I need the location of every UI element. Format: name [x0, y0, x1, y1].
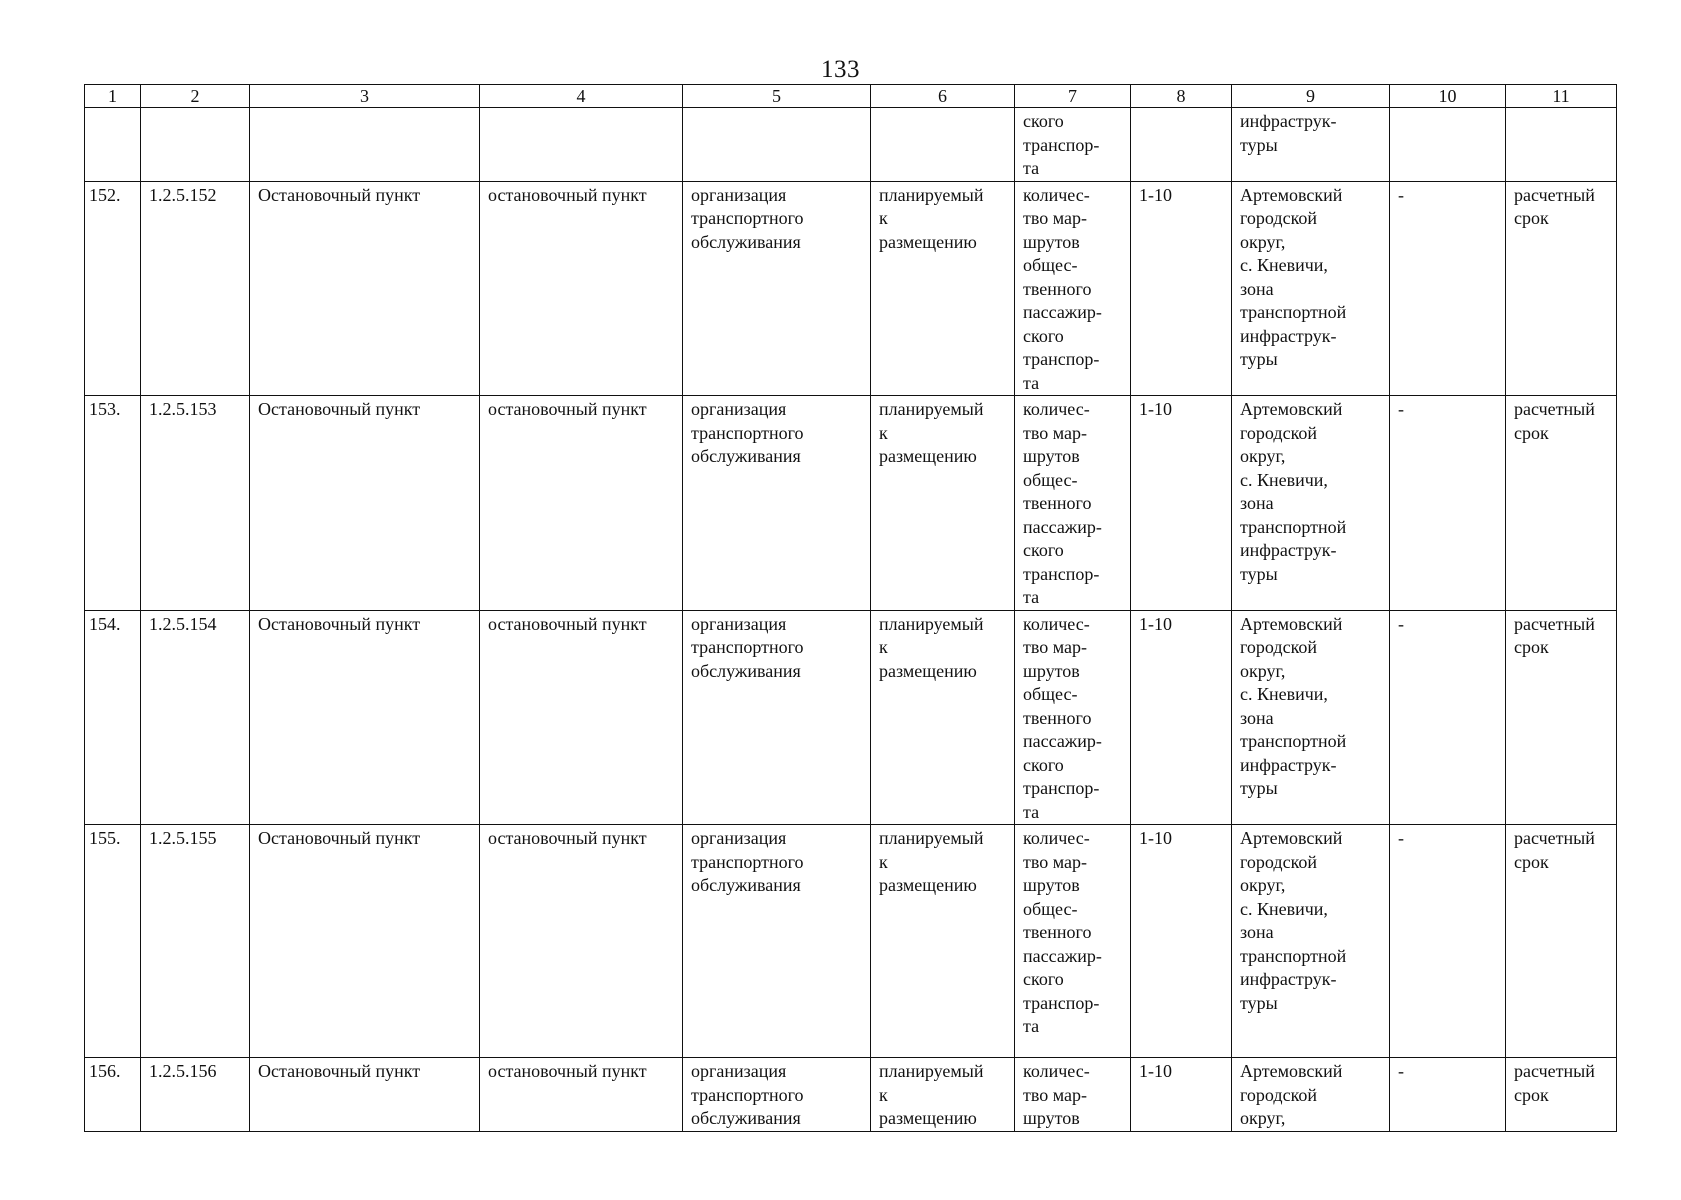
column-header: 4	[480, 85, 683, 108]
cell-status: планируемый к размещению	[871, 610, 1015, 825]
cell-characteristic: количес- тво мар- шрутов общес- твенного пассажир- ского транспор- та	[1015, 825, 1131, 1058]
cell-type	[480, 108, 683, 182]
objects-table	[84, 84, 1617, 1132]
cell-status: планируемый к размещению	[871, 825, 1015, 1058]
cell-name: Остановочный пункт	[250, 181, 480, 396]
cell-status: планируемый к размещению	[871, 396, 1015, 611]
cell-code: 1.2.5.154	[141, 610, 250, 825]
cell-value: 1-10	[1131, 396, 1232, 611]
cell-name: Остановочный пункт	[250, 825, 480, 1058]
cell-name	[250, 108, 480, 182]
cell-location: Артемовский городской округ, с. Кневичи, зона транспортной инфраструк- туры	[1232, 181, 1390, 396]
cell-value: 1-10	[1131, 181, 1232, 396]
cell-code: 1.2.5.153	[141, 396, 250, 611]
cell-purpose: организация транспортного обслуживания	[683, 610, 871, 825]
cell-index: 155.	[85, 825, 141, 1058]
cell-zone: -	[1390, 396, 1506, 611]
column-header: 11	[1506, 85, 1617, 108]
cell-code	[141, 108, 250, 182]
cell-zone: -	[1390, 181, 1506, 396]
table-row	[85, 181, 1617, 396]
column-header: 7	[1015, 85, 1131, 108]
cell-purpose: организация транспортного обслуживания	[683, 181, 871, 396]
cell-type: остановочный пункт	[480, 1058, 683, 1132]
cell-value: 1-10	[1131, 825, 1232, 1058]
cell-purpose: организация транспортного обслуживания	[683, 396, 871, 611]
column-header: 5	[683, 85, 871, 108]
cell-code: 1.2.5.155	[141, 825, 250, 1058]
table-row	[85, 396, 1617, 611]
page-number: 133	[821, 56, 860, 83]
cell-status: планируемый к размещению	[871, 1058, 1015, 1132]
table-row	[85, 610, 1617, 825]
cell-name: Остановочный пункт	[250, 610, 480, 825]
cell-term: расчетный срок	[1506, 825, 1617, 1058]
cell-code: 1.2.5.156	[141, 1058, 250, 1132]
cell-name: Остановочный пункт	[250, 396, 480, 611]
cell-type: остановочный пункт	[480, 610, 683, 825]
cell-index: 156.	[85, 1058, 141, 1132]
cell-location: Артемовский городской округ, с. Кневичи, зона транспортной инфраструк- туры	[1232, 825, 1390, 1058]
cell-term: расчетный срок	[1506, 181, 1617, 396]
cell-status: планируемый к размещению	[871, 181, 1015, 396]
cell-term	[1506, 108, 1617, 182]
cell-purpose	[683, 108, 871, 182]
cell-zone: -	[1390, 825, 1506, 1058]
table-row	[85, 1058, 1617, 1132]
cell-code: 1.2.5.152	[141, 181, 250, 396]
cell-index: 154.	[85, 610, 141, 825]
table-row	[85, 825, 1617, 1058]
cell-type: остановочный пункт	[480, 396, 683, 611]
cell-status	[871, 108, 1015, 182]
cell-characteristic: ского транспор- та	[1015, 108, 1131, 182]
column-header: 6	[871, 85, 1015, 108]
cell-type: остановочный пункт	[480, 825, 683, 1058]
cell-value: 1-10	[1131, 1058, 1232, 1132]
cell-value: 1-10	[1131, 610, 1232, 825]
continuation-row	[85, 108, 1617, 182]
cell-zone: -	[1390, 1058, 1506, 1132]
cell-purpose: организация транспортного обслуживания	[683, 825, 871, 1058]
cell-name: Остановочный пункт	[250, 1058, 480, 1132]
cell-index: 153.	[85, 396, 141, 611]
cell-value	[1131, 108, 1232, 182]
cell-characteristic: количес- тво мар- шрутов общес- твенного пассажир- ского транспор- та	[1015, 396, 1131, 611]
cell-term: расчетный срок	[1506, 396, 1617, 611]
column-header: 3	[250, 85, 480, 108]
cell-index: 152.	[85, 181, 141, 396]
column-header: 2	[141, 85, 250, 108]
cell-type: остановочный пункт	[480, 181, 683, 396]
cell-purpose: организация транспортного обслуживания	[683, 1058, 871, 1132]
cell-location: Артемовский городской округ, с. Кневичи, зона транспортной инфраструк- туры	[1232, 396, 1390, 611]
cell-index	[85, 108, 141, 182]
cell-characteristic: количес- тво мар- шрутов общес- твенного пассажир- ского транспор- та	[1015, 181, 1131, 396]
cell-characteristic: количес- тво мар- шрутов общес- твенного пассажир- ского транспор- та	[1015, 610, 1131, 825]
cell-location: Артемовский городской округ, с. Кневичи, зона транспортной инфраструк- туры	[1232, 610, 1390, 825]
column-header: 8	[1131, 85, 1232, 108]
column-header: 1	[85, 85, 141, 108]
cell-zone: -	[1390, 610, 1506, 825]
cell-term: расчетный срок	[1506, 1058, 1617, 1132]
column-header: 10	[1390, 85, 1506, 108]
column-number-row	[85, 85, 1617, 108]
cell-term: расчетный срок	[1506, 610, 1617, 825]
column-header: 9	[1232, 85, 1390, 108]
cell-location: инфраструк- туры	[1232, 108, 1390, 182]
cell-zone	[1390, 108, 1506, 182]
cell-location: Артемовский городской округ,	[1232, 1058, 1390, 1132]
cell-characteristic: количес- тво мар- шрутов	[1015, 1058, 1131, 1132]
